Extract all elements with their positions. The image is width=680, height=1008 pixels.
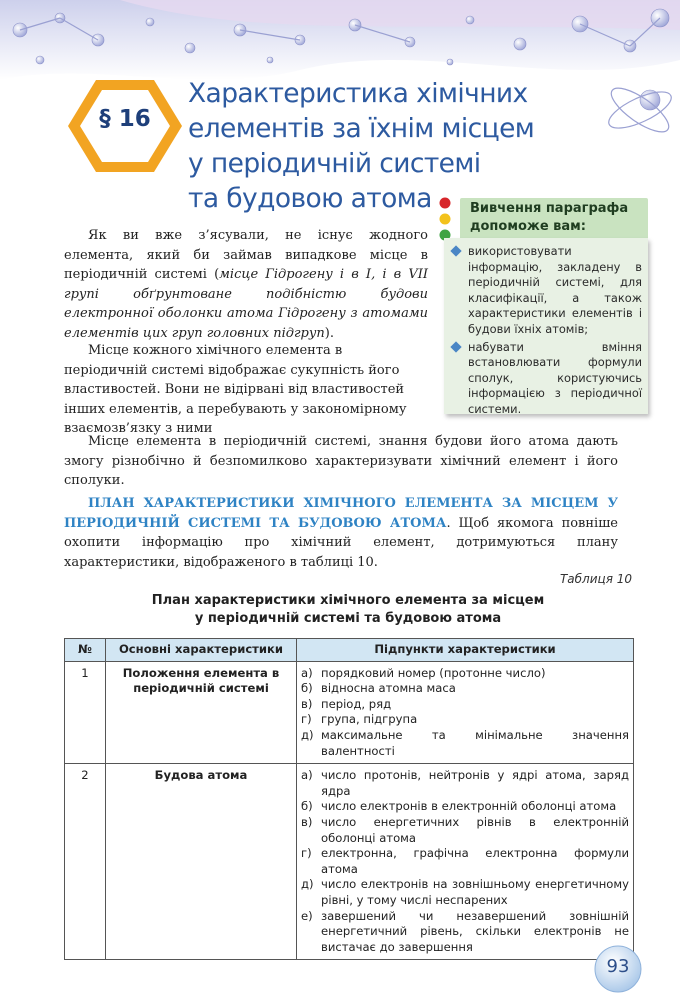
table-title [64,592,632,628]
plan-heading: ПЛАН ХАРАКТЕРИСТИКИ ХІМІЧНОГО ЕЛЕМЕНТА ЗА МІСЦЕМ У ПЕРІОДИЧНІЙ СИСТЕМІ ТА БУДОВОЮ АТОМА [64,496,618,531]
subitem-text: завершений чи незавершений зовнішній енергетичний рівень, скільки електронів не вистачає до завершення [321,908,629,954]
table-header-row [65,639,634,662]
row-number: 1 [65,661,106,764]
paragraph-place: Місце елемента в періодичній системі, знання будови його атома дають змогу різнобічно й безпомилково характеризувати хімічний елемент і його сполуки. [64,434,618,488]
column-header-subs: Підпункти характеристики [297,639,634,662]
objectives-heading-line: допоможе вам: [470,219,587,234]
subitem-letter: а) [301,665,313,680]
subitem-text: число електронів на зовнішньому енергетичному рівні, у тому числі неспарених [321,877,629,907]
table-row [65,764,634,960]
title-line: елементів за їхнім місцем [188,113,535,144]
subitem-letter: в) [301,696,313,711]
section-number: § 16 [99,106,151,132]
subitem-text: відносна атомна маса [321,681,456,696]
paragraph-text: ). [324,325,334,341]
paragraph-properties: Місце кожного хімічного елемента в періодичній системі відображає сукупність його властивостей. Вони не відірвані від властивостей інших елементів, а перебувають у закономірному взаємозв’язку з ними [64,343,407,436]
paragraph-plan [64,494,618,572]
subitem [301,666,629,682]
page-number: 93 [606,956,630,977]
objectives-heading-line: Вивчення параграфа [470,201,629,216]
table-caption: Таблиця 10 [559,572,632,586]
subitem-letter: д) [301,877,314,892]
subitem [301,799,629,815]
paragraph-text: Як ви вже з’ясували, не існує жодного елемента, який би займав випадкове місце в періодичній системі ( [64,228,428,282]
subitem-text: група, підгрупа [321,712,418,727]
title-line: у періодичній системі [188,148,481,179]
characteristics-table [64,638,634,960]
traffic-light-icon [437,196,453,242]
subitem-letter: а) [301,768,313,783]
row-main-characteristic: Будова атома [106,764,297,960]
subitem [301,728,629,759]
subitem-text: максимальне та мінімальне значення валентності [321,727,629,758]
subitem [301,681,629,697]
subitem [301,768,629,799]
title-line: Характеристика хімічних [188,78,528,109]
objectives-heading [470,200,648,236]
objectives-list [446,244,642,420]
subitem-letter: д) [301,727,314,742]
table-title-line: у періодичній системі та будовою атома [194,611,502,626]
subitem-letter: б) [301,799,313,814]
objective-item [446,244,642,338]
objective-text: набувати вміння встановлювати формули сполук, користуючись інформацією з періодичної системи. [468,339,642,416]
subitem [301,909,629,956]
subitem [301,846,629,877]
subitem-letter: б) [301,681,313,696]
row-number: 2 [65,764,106,960]
subitem-letter: е) [301,908,313,923]
subitem-letter: в) [301,814,313,829]
bullet-diamond-icon [450,341,461,352]
row-subitems [297,661,634,764]
subitem [301,877,629,908]
objective-item [446,340,642,418]
table-row [65,661,634,764]
subitem-text: число протонів, нейтронів у ядрі атома, заряд ядра [321,768,629,798]
row-subitems [297,764,634,960]
subitem [301,712,629,728]
objective-text: використовувати інформацію, закладену в періодичній системі, для класифікації, а також характеристики елементів і будови їхніх атомів; [468,244,642,336]
column-header-number: № [65,639,106,662]
section-title [188,76,535,216]
column-header-main: Основні характеристики [106,639,297,662]
paragraph-italic: місце Гідрогену і в І, і в VII групі обґрунтоване подібністю будови електронної оболонки атома Гідрогену з атомами елементів цих груп головних підгруп [64,267,428,341]
subitem-text: період, ряд [321,696,392,711]
row-main-characteristic: Положення елемента в періодичній системі [106,661,297,764]
subitem-text: електронна, графічна електронна формули атома [321,846,629,876]
subitem-text: число енергетичних рівнів в електронній оболонці атома [321,814,629,845]
subitem-letter: г) [301,712,312,727]
bullet-diamond-icon [450,245,461,256]
paragraph-intro [64,226,428,343]
subitem [301,815,629,846]
subitem-letter: г) [301,846,312,861]
subitem-text: число електронів в електронній оболонці атома [321,799,617,814]
subitem [301,697,629,713]
subitem-text: порядковий номер (протонне число) [321,665,546,680]
paragraph-text: . Щоб якомога повніше охопити інформацію про хімічний елемент, дотримуються плану характеристики, відображеного в таблиці 10. [64,515,618,570]
title-line: та будовою атома [188,183,432,214]
table-title-line: План характеристики хімічного елемента за місцем [151,593,545,608]
